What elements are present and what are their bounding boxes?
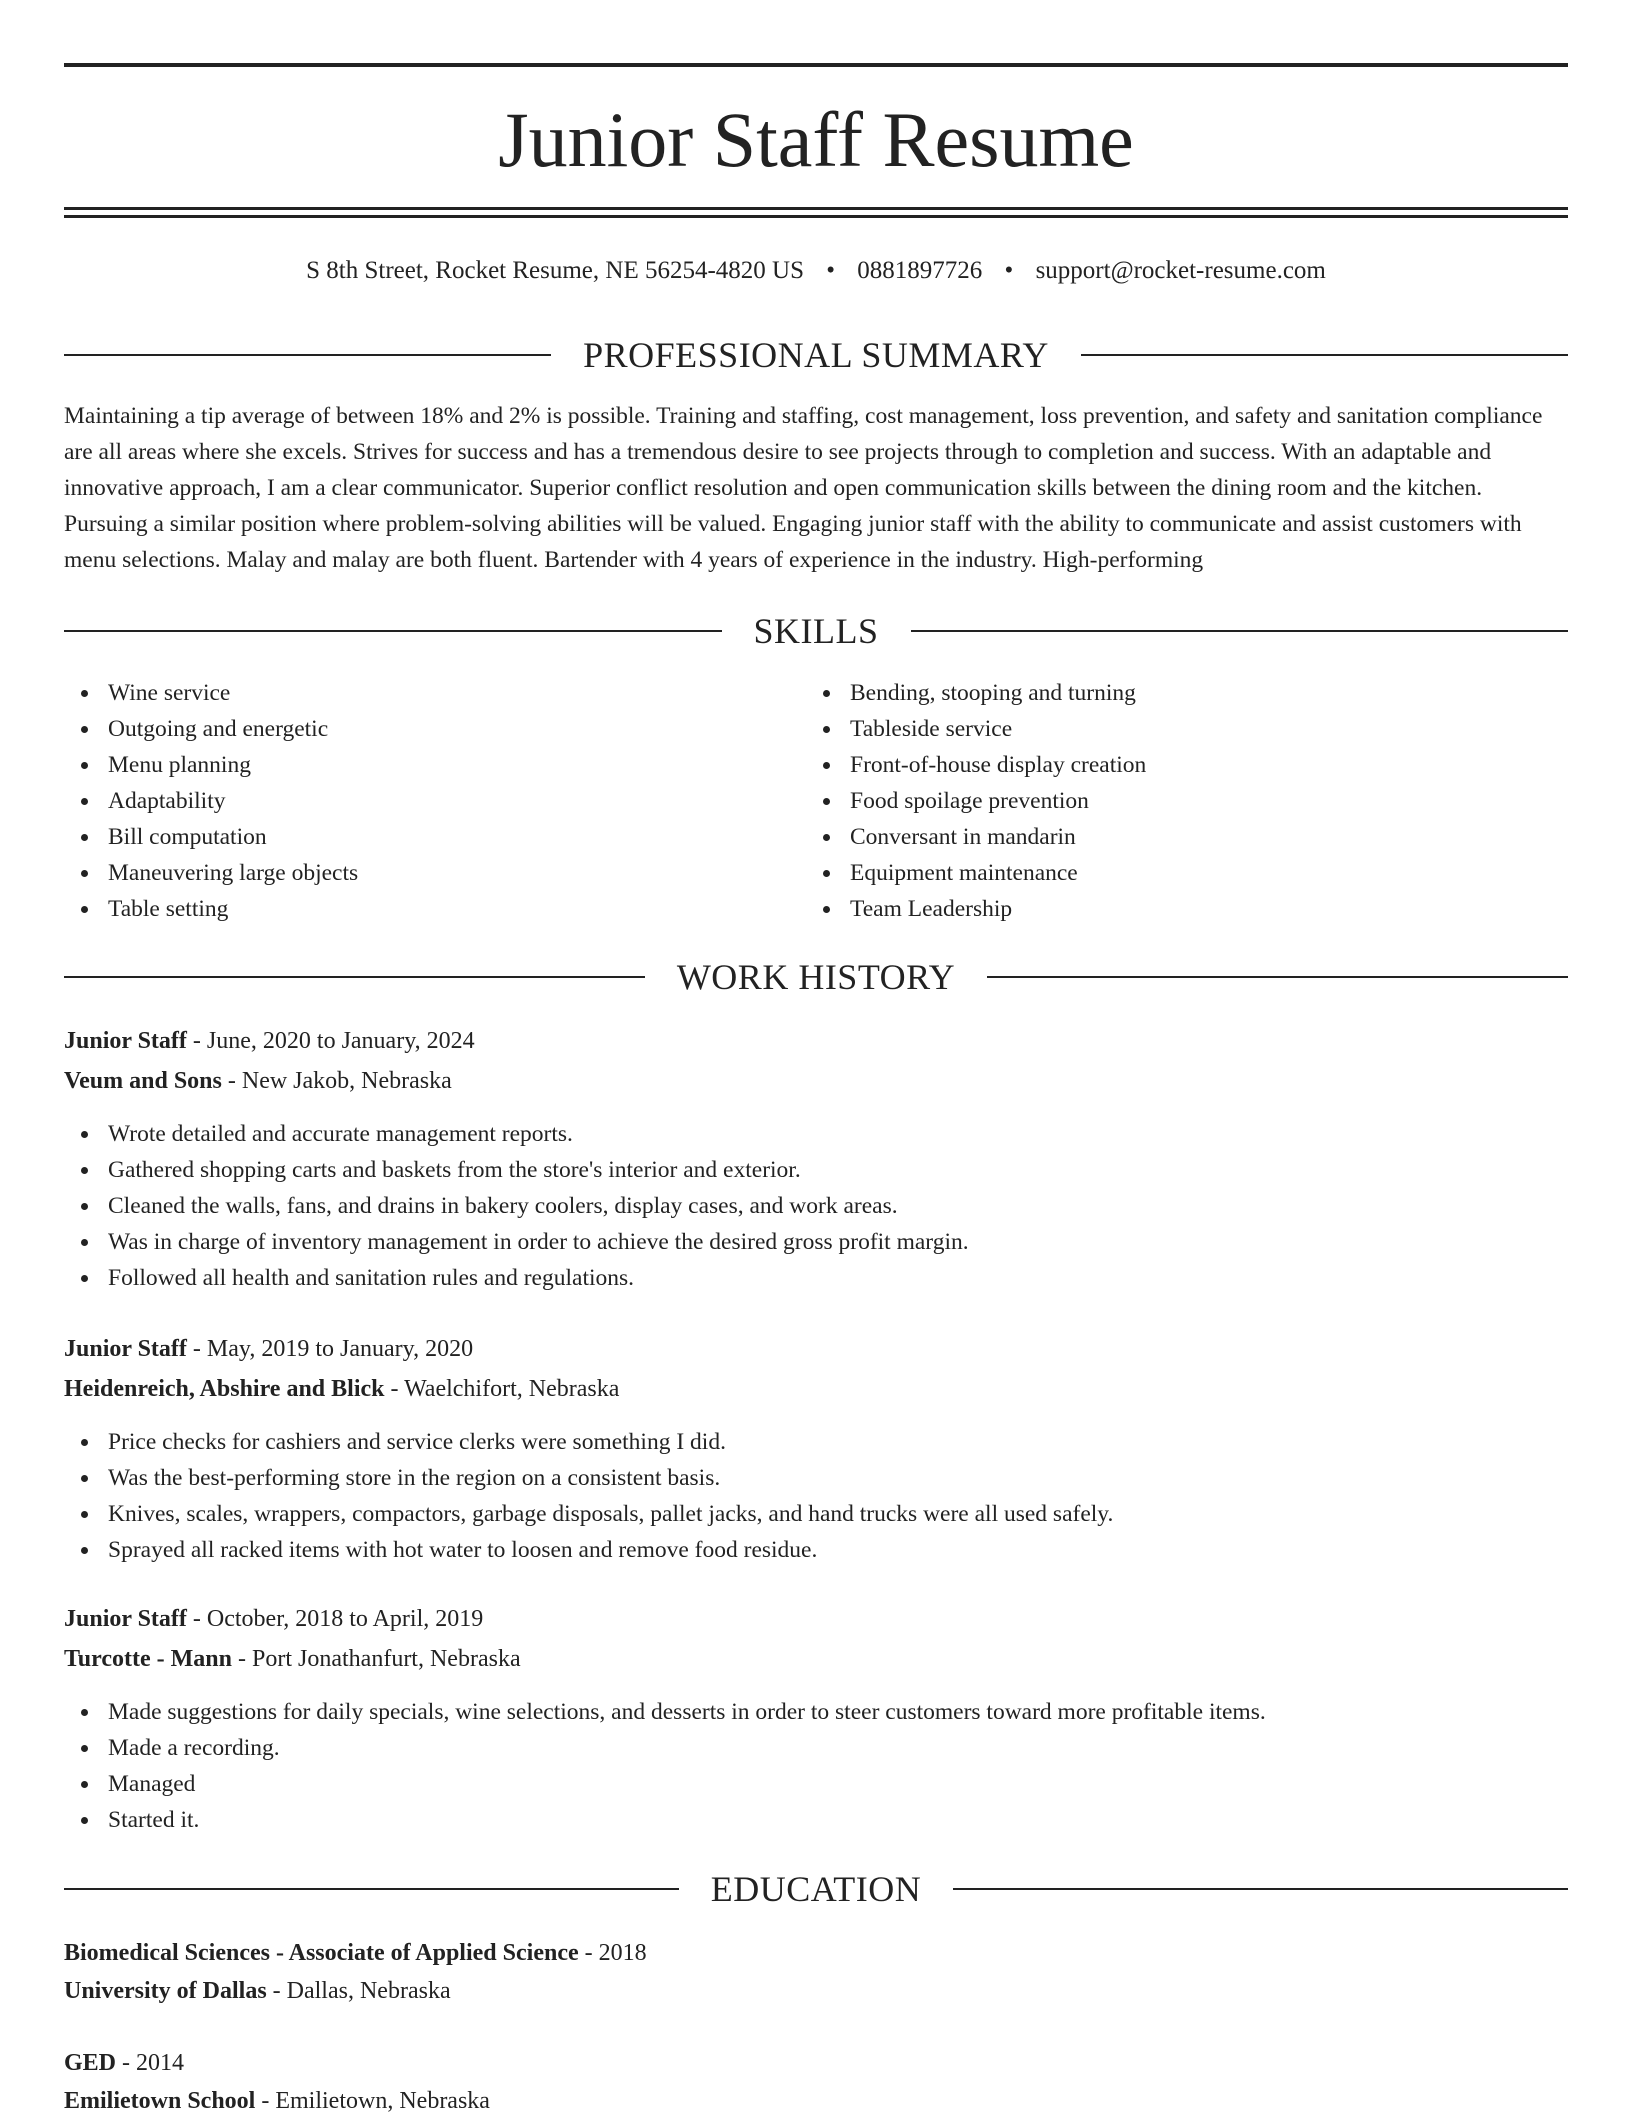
heading-rule [64,976,645,978]
job-location: Waelchifort, Nebraska [404,1376,620,1402]
skill-item: Outgoing and energetic [64,711,764,747]
skill-item: Conversant in mandarin [806,819,1506,855]
dash: - [255,2088,276,2114]
job-bullet: Made a recording. [64,1730,1568,1766]
job-bullet: Started it. [64,1802,1568,1838]
job-bullet: Was the best-performing store in the region on a consistent basis. [64,1460,1568,1496]
contact-line [0,254,1632,288]
job-title-line [64,1331,473,1367]
section-title: EDUCATION [710,1869,922,1909]
job-company: Veum and Sons [64,1068,222,1094]
skill-item: Maneuvering large objects [64,855,764,891]
header-double-rule-top [64,207,1568,210]
section-heading-work-history [64,955,1568,999]
dash: - [186,1028,207,1054]
summary-text: Maintaining a tip average of between 18% and 2% is possible. Training and staffing, cost management, loss prevention, and safety and sanitation compliance are all areas where she excels. Strives for success and has a tremendous desire to see projects through to completion and success. With an adaptable and innovative approach, I am a clear communicator. Superior conflict resolution and open communication skills between the dining room and the kitchen. Pursuing a similar position where problem-solving abilities will be valued. Engaging junior staff with the ability to communicate and assist customers with menu selections. Malay and malay are both fluent. Bartender with 4 years of experience in the industry. High-performing [64,403,1543,573]
job-bullet: Sprayed all racked items with hot water to loosen and remove food residue. [64,1532,1568,1568]
skill-item: Team Leadership [806,891,1506,927]
header-double-rule-bottom [64,215,1568,218]
skills-list-left [64,675,764,927]
education-year: 2014 [136,2050,185,2076]
dash: - [221,1068,242,1094]
education-school-line [64,1973,451,2009]
education-degree: GED [64,2050,117,2076]
job-bullet: Gathered shopping carts and baskets from the store's interior and exterior. [64,1152,1568,1188]
job-title: Junior Staff [64,1336,187,1362]
job-bullet: Knives, scales, wrappers, compactors, garbage disposals, pallet jacks, and hand trucks were all used safely. [64,1496,1568,1532]
job-bullets [64,1424,1568,1568]
education-year: 2018 [598,1940,647,1966]
job-bullet: Made suggestions for daily specials, wine selections, and desserts in order to steer customers toward more profitable items. [64,1694,1568,1730]
skill-item: Tableside service [806,711,1506,747]
section-title: WORK HISTORY [676,957,956,997]
job-dates: May, 2019 to January, 2020 [206,1336,474,1362]
skill-item: Adaptability [64,783,764,819]
header-top-rule [64,63,1568,67]
education-degree-line [64,1935,647,1971]
job-bullet: Managed [64,1766,1568,1802]
skills-list-right [806,675,1506,927]
job-bullet: Wrote detailed and accurate management reports. [64,1116,1568,1152]
heading-rule [987,976,1568,978]
skill-item: Bending, stooping and turning [806,675,1506,711]
heading-rule [953,1888,1568,1890]
job-bullets [64,1694,1568,1838]
heading-rule [64,1888,679,1890]
section-title: SKILLS [753,611,879,651]
job-company-line [64,1641,521,1677]
education-school: Emilietown School [64,2088,256,2114]
job-title-line [64,1601,483,1637]
job-company: Turcotte - Mann [64,1646,232,1672]
job-bullet: Followed all health and sanitation rules and regulations. [64,1260,1568,1296]
skill-item: Equipment maintenance [806,855,1506,891]
job-title-line [64,1023,475,1059]
job-company-line [64,1371,619,1407]
skill-item: Menu planning [64,747,764,783]
dash: - [116,2050,137,2076]
job-bullets [64,1116,1568,1296]
section-heading-summary [64,333,1568,377]
skill-item: Front-of-house display creation [806,747,1506,783]
contact-email: support@rocket-resume.com [1035,257,1326,284]
job-title: Junior Staff [64,1606,187,1632]
job-location: New Jakob, Nebraska [241,1068,452,1094]
dash: - [578,1940,599,1966]
contact-address: S 8th Street, Rocket Resume, NE 56254-4820 US [306,257,805,284]
dash: - [384,1376,405,1402]
page-title: Junior Staff Resume [498,96,1134,183]
heading-rule [911,630,1569,632]
job-company-line [64,1063,452,1099]
dash: - [266,1978,287,2004]
heading-rule [64,354,551,356]
job-location: Port Jonathanfurt, Nebraska [252,1646,521,1672]
education-school: University of Dallas [64,1978,267,2004]
skill-item: Wine service [64,675,764,711]
contact-separator: • [826,257,836,284]
section-title: PROFESSIONAL SUMMARY [583,335,1049,375]
heading-rule [1081,354,1568,356]
education-degree-line [64,2045,184,2081]
job-bullet: Cleaned the walls, fans, and drains in bakery coolers, display cases, and work areas. [64,1188,1568,1224]
dash: - [186,1606,207,1632]
dash: - [186,1336,207,1362]
skill-item: Table setting [64,891,764,927]
job-dates: June, 2020 to January, 2024 [206,1028,475,1054]
heading-rule [64,630,722,632]
section-heading-education [64,1867,1568,1911]
skill-item: Bill computation [64,819,764,855]
education-location: Dallas, Nebraska [286,1978,451,2004]
education-school-line [64,2083,490,2119]
section-heading-skills [64,609,1568,653]
contact-separator: • [1004,257,1014,284]
job-dates: October, 2018 to April, 2019 [206,1606,484,1632]
job-title: Junior Staff [64,1028,187,1054]
education-degree: Biomedical Sciences - Associate of Applied Science [64,1940,579,1966]
job-bullet: Was in charge of inventory management in order to achieve the desired gross profit margin. [64,1224,1568,1260]
dash: - [232,1646,252,1672]
skill-item: Food spoilage prevention [806,783,1506,819]
job-company: Heidenreich, Abshire and Blick [64,1376,385,1402]
education-location: Emilietown, Nebraska [275,2088,490,2114]
contact-phone: 0881897726 [857,257,983,284]
job-bullet: Price checks for cashiers and service clerks were something I did. [64,1424,1568,1460]
